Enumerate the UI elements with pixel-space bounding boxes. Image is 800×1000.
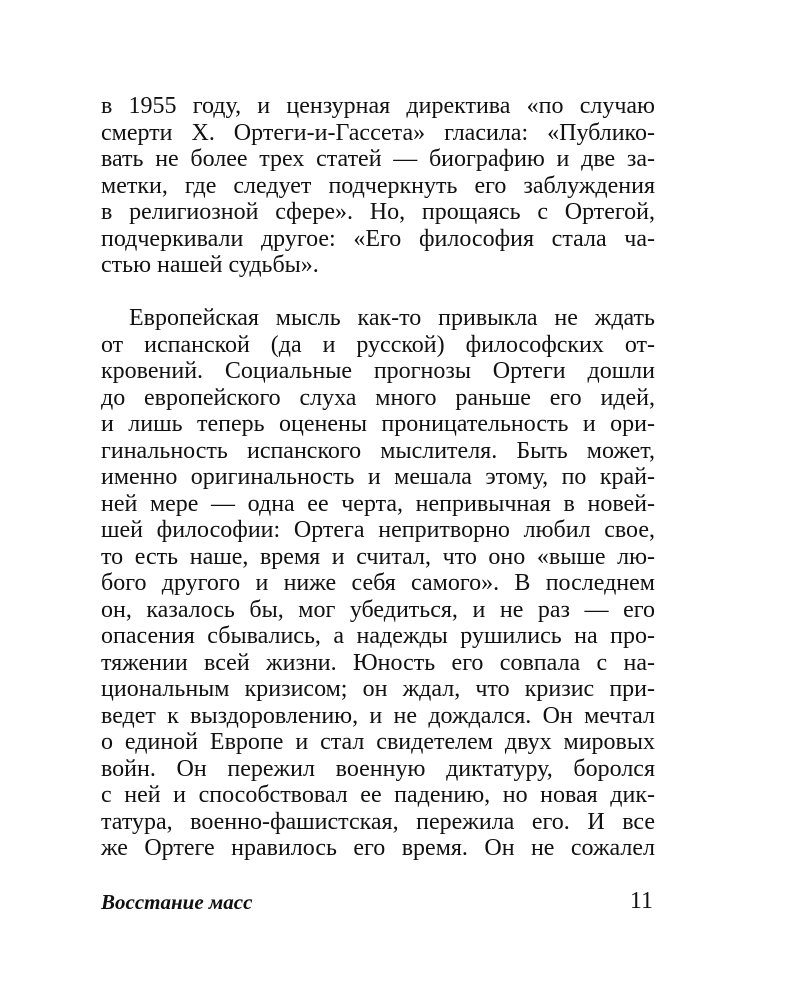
text-line: шей философии: Ортега непритворно любил свое, <box>101 517 655 543</box>
text-line: подчеркивали другое: «Его философия стала ча- <box>101 225 655 252</box>
text-line: кровений. Социальные прогнозы Ортеги дошли <box>101 358 655 384</box>
text-line: гинальность испанского мыслителя. Быть может, <box>101 437 655 464</box>
paragraph-2 <box>101 305 655 862</box>
page-number: 11 <box>629 888 653 914</box>
text-line: опасения сбывались, а надежды рушились на про- <box>101 623 655 649</box>
paragraph-1 <box>101 93 655 279</box>
text-line: с ней и способствовал ее падению, но новая дик- <box>101 782 655 808</box>
text-line: же Ортеге нравилось его время. Он не сожалел <box>101 835 655 861</box>
text-line: он, казалось бы, мог убедиться, и не раз — его <box>101 596 655 623</box>
text-line: вать не более трех статей — биографию и две за- <box>101 146 655 172</box>
text-line: тяжении всей жизни. Юность его совпала с на- <box>101 649 655 676</box>
text-line: циональным кризисом; он ждал, что кризис при- <box>101 676 655 702</box>
text-line: то есть наше, время и считал, что оно «выше лю- <box>101 543 655 570</box>
text-line: в 1955 году, и цензурная директива «по случаю <box>101 93 655 119</box>
text-line: татура, военно-фашистская, пережила его. И все <box>101 808 655 835</box>
text-line: смерти Х. Ортеги-и-Гассета» гласила: «Публико- <box>101 119 655 146</box>
text-line: бого другого и ниже себя самого». В последнем <box>101 570 655 596</box>
text-line: о единой Европе и стал свидетелем двух мировых <box>101 729 655 755</box>
text-line: войн. Он пережил военную диктатуру, боролся <box>101 755 655 782</box>
text-line: Европейская мысль как-то привыкла не ждать <box>129 305 655 331</box>
text-line: и лишь теперь оценены проницательность и ори- <box>101 411 655 437</box>
page-footer <box>101 890 655 920</box>
text-line: от испанской (да и русской) философских от- <box>101 331 655 358</box>
text-line: стью нашей судьбы». <box>101 252 319 278</box>
text-line: ведет к выздоровлению, и не дождался. Он мечтал <box>101 702 655 729</box>
text-line: именно оригинальность и мешала этому, по край- <box>101 464 655 490</box>
running-title: Восстание масс <box>101 890 253 914</box>
text-line: метки, где следует подчеркнуть его заблуждения <box>101 172 655 199</box>
text-line: в религиозной сфере». Но, прощаясь с Ортегой, <box>101 199 655 225</box>
text-line: ней мере — одна ее черта, непривычная в новей- <box>101 490 655 517</box>
text-line: до европейского слуха много раньше его идей, <box>101 384 655 411</box>
